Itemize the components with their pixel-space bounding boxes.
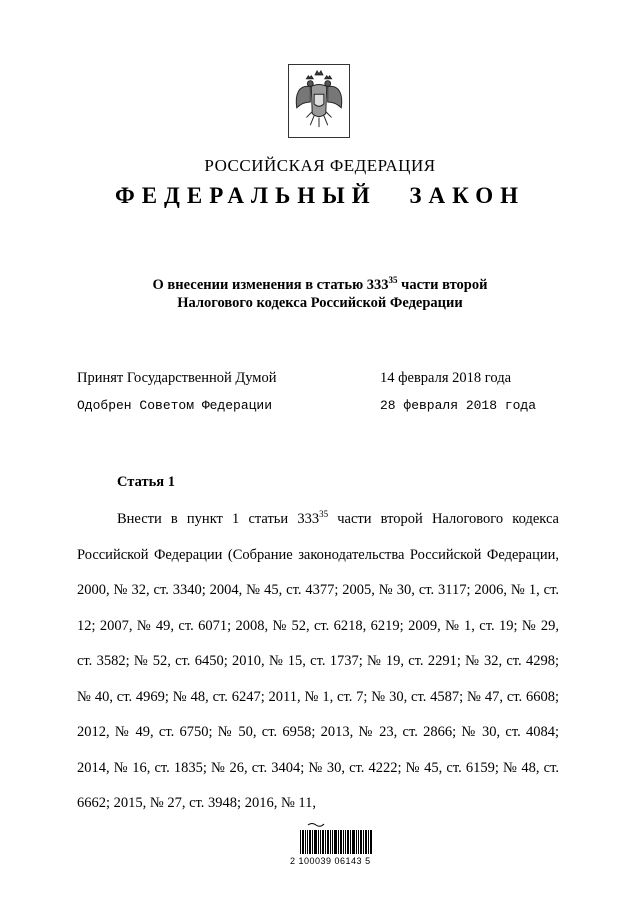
- coat-of-arms-icon: [288, 64, 350, 138]
- document-type: ФЕДЕРАЛЬНЫЙ ЗАКОН: [114, 183, 526, 208]
- article-paragraph: [77, 502, 559, 822]
- law-title-part-1: О внесении изменения в статью 333: [152, 277, 389, 293]
- law-title-superscript: 35: [388, 275, 398, 286]
- law-title-line-2: Налогового кодекса Российской Федерации: [177, 295, 463, 311]
- law-title: [0, 276, 640, 312]
- council-approval-date: 28 февраля 2018 года: [380, 398, 537, 413]
- council-approval-label: Одобрен Советом Федерации: [77, 398, 273, 413]
- law-title-part-2: части второй: [397, 277, 488, 293]
- article-body: [77, 502, 559, 822]
- duma-adoption-label: Принят Государственной Думой: [77, 370, 277, 386]
- article-text-part-1: Внести в пункт 1 статьи 333: [117, 511, 320, 527]
- barcode-number: 2 100039 06143 5: [290, 856, 371, 866]
- article-text-part-2: части второй Налогового кодекса Российской Федерации (Собрание законодательства Российской Федерации, 2000, № 32, ст. 3340; 2004, № 45, ст. 4377; 2005, № 30, ст. 3117; 2006, № 1, ст. 12; 2007, № 49, ст. 6071; 2008, № 52, ст. 6218, 6219; 2009, № 1, ст. 19; № 29, ст. 3582; № 52, ст. 6450; 2010, № 15, ст. 1737; № 19, ст. 2291; № 32, ст. 4298; № 40, ст. 4969; № 48, ст. 6247; 2011, № 1, ст. 7; № 30, ст. 4587; № 47, ст. 6608; 2012, № 49, ст. 6750; № 50, ст. 6958; 2013, № 23, ст. 2866; № 30, ст. 4084; 2014, № 16, ст. 1835; № 26, ст. 3404; № 30, ст. 4222; № 45, ст. 6159; № 48, ст. 6662; 2015, № 27, ст. 3948; 2016, № 11,: [77, 511, 559, 811]
- duma-adoption-date: 14 февраля 2018 года: [380, 370, 512, 386]
- country-name: РОССИЙСКАЯ ФЕДЕРАЦИЯ: [204, 156, 436, 175]
- law-title-line-1: [0, 276, 640, 294]
- article-heading: Статья 1: [117, 474, 175, 490]
- article-text-superscript: 35: [319, 509, 329, 520]
